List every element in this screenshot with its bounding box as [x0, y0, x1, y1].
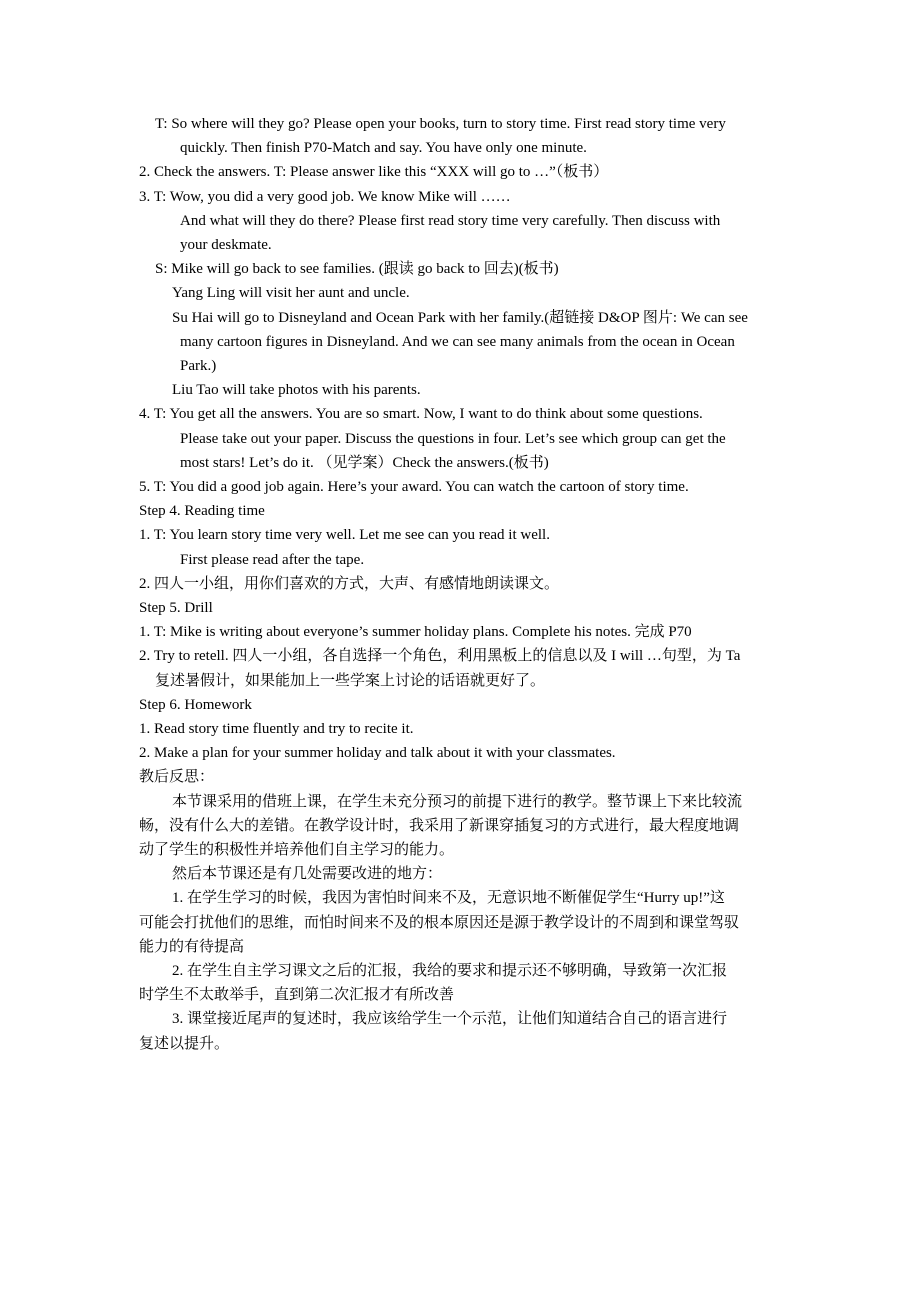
- text-line: 3. T: Wow, you did a very good job. We know Mike will ……: [139, 188, 511, 205]
- text-line: 5. T: You did a good job again. Here’s your award. You can watch the cartoon of story time.: [139, 479, 689, 495]
- text-line: 4. T: You get all the answers. You are so smart. Now, I want to do think about some questions.: [139, 406, 703, 423]
- text-line: 2. 四人一小组，用你们喜欢的方式，大声、有感情地朗读课文。: [139, 575, 560, 592]
- text-line: T: So where will they go? Please open your books, turn to story time. First read story time very: [155, 116, 726, 132]
- text-line: 2. Try to retell. 四人一小组，各自选择一个角色，利用黑板上的信息以及 I will …句型，为 Ta: [139, 648, 741, 665]
- text-line: 2. Make a plan for your summer holiday and talk about it with your classmates.: [139, 745, 616, 762]
- text-line: quickly. Then finish P70-Match and say. You have only one minute.: [180, 140, 587, 157]
- text-line: Su Hai will go to Disneyland and Ocean Park with her family.(超链接 D&OP 图片: We can see: [172, 309, 748, 326]
- text-line: 3. 课堂接近尾声的复述时，我应该给学生一个示范，让他们知道结合自己的语言进行: [172, 1011, 728, 1028]
- text-line: 可能会打扰他们的思维，而怕时间来不及的根本原因还是源于教学设计的不周到和课堂驾驭: [139, 914, 740, 931]
- text-line: 时学生不太敢举手，直到第二次汇报才有所改善: [139, 987, 455, 1004]
- text-line: First please read after the tape.: [180, 551, 365, 568]
- text-line: Please take out your paper. Discuss the questions in four. Let’s see which group can get the: [180, 430, 726, 447]
- text-line: 复述暑假计，如果能加上一些学案上讨论的话语就更好了。: [155, 672, 546, 689]
- text-line: 1. 在学生学习的时候，我因为害怕时间来不及，无意识地不断催促学生“Hurry up!”这: [172, 890, 725, 907]
- text-line: 畅，没有什么大的差错。在教学设计时，我采用了新课穿插复习的方式进行，最大程度地调: [139, 817, 740, 834]
- text-line: 1. T: You learn story time very well. Let me see can you read it well.: [139, 527, 550, 544]
- text-line: S: Mike will go back to see families. (跟读 go back to 回去)(板书): [155, 261, 559, 278]
- text-line: most stars! Let’s do it. （见学案）Check the answers.(板书): [180, 454, 549, 471]
- text-line: And what will they do there? Please first read story time very carefully. Then discuss with: [180, 212, 721, 229]
- text-line: Step 6. Homework: [139, 696, 252, 713]
- text-line: your deskmate.: [180, 237, 272, 253]
- text-line: 1. Read story time fluently and try to recite it.: [139, 721, 414, 737]
- text-line: Yang Ling will visit her aunt and uncle.: [172, 285, 410, 302]
- text-line: 复述以提升。: [139, 1035, 230, 1052]
- text-line: Park.): [180, 358, 217, 374]
- text-line: 本节课采用的借班上课，在学生未充分预习的前提下进行的教学。整节课上下来比较流: [172, 793, 743, 810]
- text-line: 然后本节课还是有几处需要改进的地方：: [172, 866, 443, 883]
- text-line: Liu Tao will take photos with his parents.: [172, 382, 421, 399]
- text-line: 能力的有待提高: [139, 938, 245, 955]
- text-line: 2. 在学生自主学习课文之后的汇报，我给的要求和提示还不够明确，导致第一次汇报: [172, 963, 728, 979]
- text-line: 教后反思：: [139, 769, 215, 786]
- text-line: 动了学生的积极性并培养他们自主学习的能力。: [139, 842, 455, 858]
- text-line: 2. Check the answers. T: Please answer like this “XXX will go to …”（板书）: [139, 164, 609, 181]
- text-line: Step 5. Drill: [139, 600, 213, 616]
- text-line: 1. T: Mike is writing about everyone’s summer holiday plans. Complete his notes. 完成 P70: [139, 624, 692, 641]
- text-line: Step 4. Reading time: [139, 503, 265, 520]
- text-line: many cartoon figures in Disneyland. And we can see many animals from the ocean in Ocean: [180, 333, 735, 350]
